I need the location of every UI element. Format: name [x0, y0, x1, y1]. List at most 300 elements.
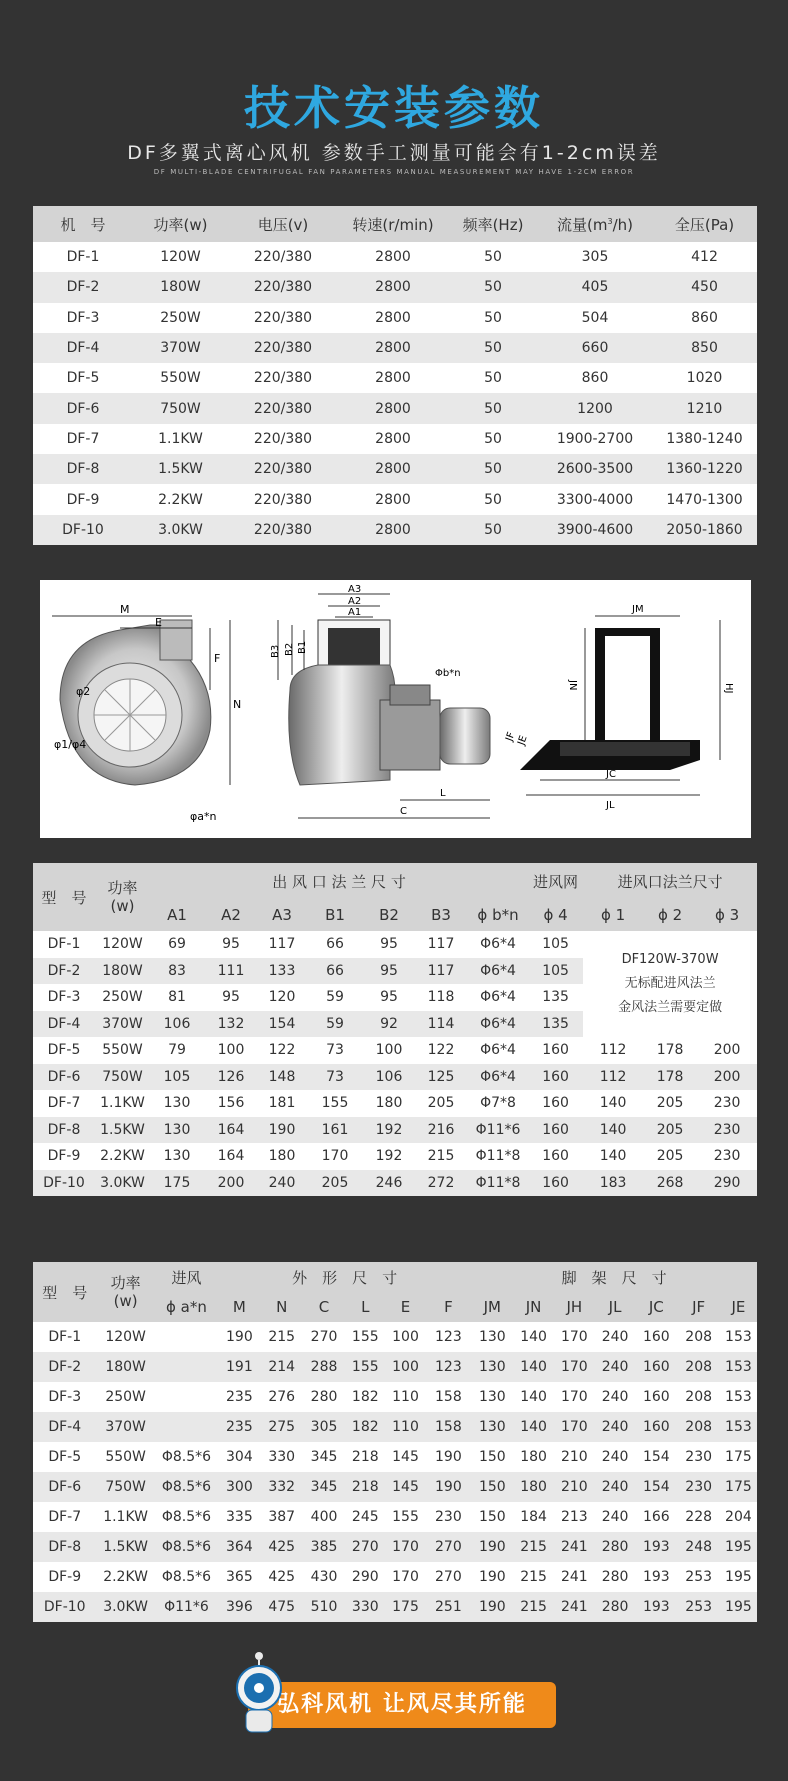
table-row — [33, 1322, 757, 1352]
table-cell: 1.5KW — [158, 461, 203, 478]
table-cell: Φ8.5*6 — [161, 1569, 212, 1585]
table-cell: 208 — [685, 1359, 713, 1375]
page-subtitle: DF多翼式离心风机 参数手工测量可能会有1-2cm误差 — [127, 142, 661, 164]
table-cell: 123 — [435, 1359, 462, 1375]
table-cell: 135 — [542, 1015, 569, 1032]
table-cell: 175 — [392, 1599, 419, 1615]
table-cell: 112 — [599, 1068, 627, 1085]
table-cell: DF-3 — [48, 1389, 82, 1405]
table-cell: 133 — [268, 962, 296, 979]
table-cell: 181 — [268, 1095, 296, 1112]
table-cell: 288 — [310, 1359, 338, 1375]
t3-subheader-cell: E — [400, 1298, 411, 1316]
table-cell: 158 — [435, 1389, 462, 1405]
table-cell: 73 — [326, 1068, 344, 1085]
table-cell: 205 — [656, 1121, 684, 1138]
table-cell: 180W — [105, 1359, 146, 1375]
table-cell: 241 — [560, 1569, 588, 1585]
table-cell: Φ8.5*6 — [161, 1509, 212, 1525]
header-power: 功率(w) — [153, 215, 208, 234]
table-cell: 550W — [102, 1042, 143, 1059]
table-cell: 50 — [484, 461, 502, 478]
table-cell: 170 — [392, 1569, 419, 1585]
brand-slogan-banner: 弘科风机 让风尽其所能 — [248, 1682, 556, 1728]
header-model: 机 号 — [60, 215, 106, 234]
table-cell: 140 — [599, 1148, 627, 1165]
table-cell: 850 — [691, 340, 718, 357]
table-cell: 205 — [427, 1095, 455, 1112]
table-cell: 220/380 — [253, 279, 313, 296]
page-title: 技术安装参数 — [244, 81, 544, 135]
table-cell: 412 — [691, 249, 718, 266]
table-cell: 396 — [226, 1599, 253, 1615]
t2-subheader-cell: B2 — [379, 906, 399, 924]
label-a1: A1 — [348, 607, 362, 618]
table-cell: DF-2 — [47, 962, 81, 979]
table-cell: 120 — [268, 989, 296, 1006]
table-cell: 215 — [520, 1539, 547, 1555]
table-cell: Φ11*6 — [475, 1121, 521, 1138]
table-cell: 345 — [310, 1449, 338, 1465]
table-cell: 66 — [326, 962, 344, 979]
table-cell: 130 — [478, 1389, 506, 1405]
label-f: F — [214, 652, 221, 665]
table-cell: 660 — [581, 340, 609, 357]
label-e: E — [155, 616, 162, 629]
table-cell: 69 — [168, 936, 186, 953]
fan-side-view — [52, 603, 241, 823]
table-cell: 190 — [226, 1329, 253, 1345]
table-cell: Φ8.5*6 — [161, 1539, 212, 1555]
label-b1: B1 — [297, 640, 308, 654]
table-cell: 250W — [102, 989, 143, 1006]
t3-header-inlet: 进风 — [171, 1268, 202, 1287]
table-cell: DF-3 — [66, 309, 100, 326]
table-cell: 180W — [102, 962, 143, 979]
table-cell: DF-4 — [47, 1015, 81, 1032]
table-cell: 220/380 — [253, 249, 313, 266]
table-cell: 130 — [163, 1148, 191, 1165]
table-cell: 220/380 — [253, 370, 313, 387]
table-cell: 117 — [268, 936, 296, 953]
table-row — [33, 1352, 757, 1382]
table-cell: Φ11*8 — [475, 1148, 521, 1165]
table-cell: 205 — [656, 1148, 684, 1165]
table-cell: Φ7*8 — [480, 1095, 516, 1112]
t3-subheader-cell: JN — [525, 1298, 542, 1316]
table-cell: 270 — [310, 1329, 338, 1345]
table-row — [33, 1037, 757, 1064]
table-cell: 73 — [326, 1042, 344, 1059]
table-cell: 270 — [351, 1539, 379, 1555]
table-cell: 2800 — [375, 249, 411, 266]
table-cell: 245 — [351, 1509, 379, 1525]
table-row — [33, 1442, 757, 1472]
label-jc: JC — [606, 769, 616, 780]
table-cell: 2800 — [375, 309, 411, 326]
table-cell: 240 — [601, 1329, 629, 1345]
table-cell: 130 — [163, 1121, 191, 1138]
table-cell: 240 — [601, 1389, 629, 1405]
table-cell: 290 — [351, 1569, 379, 1585]
table-cell: DF-1 — [47, 936, 81, 953]
table-cell: DF-1 — [66, 249, 100, 266]
t3-header-shape: 外 形 尺 寸 — [292, 1268, 398, 1287]
table-cell: 2.2KW — [103, 1569, 148, 1585]
table-cell: 59 — [326, 1015, 344, 1032]
table-cell: 1470-1300 — [666, 491, 743, 508]
table-cell: 160 — [542, 1095, 569, 1112]
table-row — [33, 424, 757, 454]
dimension-diagram — [40, 580, 751, 838]
t3-subheader-cell: JM — [483, 1298, 501, 1316]
table-cell: 50 — [484, 521, 502, 538]
table-cell: DF-4 — [48, 1419, 82, 1435]
table-cell: 140 — [520, 1359, 547, 1375]
t2-header-model: 型 号 — [41, 888, 87, 907]
inlet-flange-note — [583, 931, 757, 1037]
table-cell: 425 — [268, 1569, 296, 1585]
table-cell: 200 — [217, 1174, 245, 1191]
table-cell: 250W — [105, 1389, 146, 1405]
table-cell: 160 — [542, 1174, 569, 1191]
table-cell: 140 — [520, 1389, 547, 1405]
table-cell: 145 — [392, 1479, 419, 1495]
table-cell: 220/380 — [253, 309, 313, 326]
table-cell: DF-6 — [66, 400, 100, 417]
table-cell: 280 — [601, 1539, 629, 1555]
table-cell: 475 — [268, 1599, 296, 1615]
table-row — [33, 303, 757, 333]
table-cell: 160 — [542, 1042, 569, 1059]
table-cell: 160 — [542, 1148, 569, 1165]
table-cell: 2800 — [375, 279, 411, 296]
table-cell: 126 — [217, 1068, 245, 1085]
table-cell: Φ8.5*6 — [161, 1479, 212, 1495]
t3-subheader-cell: JF — [692, 1298, 706, 1316]
table-cell: 305 — [310, 1419, 338, 1435]
table-cell: 155 — [392, 1509, 419, 1525]
label-m: M — [120, 603, 130, 616]
table-cell: 235 — [226, 1419, 253, 1435]
table-cell: 117 — [427, 962, 455, 979]
table-row — [33, 1592, 757, 1622]
table-row — [33, 1170, 757, 1197]
table-row — [33, 931, 757, 958]
table-cell: 95 — [380, 989, 398, 1006]
table-cell: 180 — [520, 1479, 547, 1495]
t2-subheader-cell: ϕ b*n — [477, 906, 519, 924]
label-phi-an: φa*n — [190, 810, 217, 823]
table-cell: DF-10 — [62, 521, 104, 538]
table-cell: DF-9 — [66, 491, 100, 508]
table-cell: 430 — [310, 1569, 338, 1585]
t2-header-power: 功率 (w) — [107, 879, 138, 915]
table-cell: 170 — [560, 1389, 588, 1405]
table-cell: 183 — [599, 1174, 627, 1191]
table-cell: 130 — [478, 1419, 506, 1435]
table-cell: 275 — [268, 1419, 296, 1435]
label-c: C — [400, 806, 407, 817]
table-cell: Φ8.5*6 — [161, 1449, 212, 1465]
table-cell: 2800 — [375, 521, 411, 538]
table-cell: 50 — [484, 309, 502, 326]
table-cell: 132 — [217, 1015, 245, 1032]
table-cell: 154 — [642, 1449, 670, 1465]
label-a3: A3 — [348, 584, 362, 595]
table-cell — [155, 1412, 219, 1442]
table-cell: 106 — [163, 1015, 191, 1032]
t2-header-inlet: 进风口法兰尺寸 — [617, 872, 723, 891]
table-cell: 510 — [310, 1599, 338, 1615]
table-cell: 122 — [427, 1042, 455, 1059]
table-cell: 200 — [713, 1068, 741, 1085]
table-cell: 240 — [601, 1419, 629, 1435]
table-cell: 145 — [392, 1449, 419, 1465]
table-cell: 1200 — [577, 400, 613, 417]
table-cell: DF-6 — [48, 1479, 82, 1495]
table-cell: 330 — [351, 1599, 379, 1615]
table-cell: 2800 — [375, 370, 411, 387]
table-cell: 550W — [105, 1449, 146, 1465]
table-cell: 210 — [560, 1449, 588, 1465]
table-cell: 241 — [560, 1539, 588, 1555]
table-row — [33, 484, 757, 514]
table-cell: Φ6*4 — [480, 936, 516, 953]
table-cell: 150 — [478, 1449, 506, 1465]
t2-subheader-cell: ϕ 1 — [600, 906, 626, 924]
table-cell: 220/380 — [253, 340, 313, 357]
table-row — [33, 1562, 757, 1592]
t3-subheader-cell: C — [318, 1298, 330, 1316]
t3-subheader-cell: JC — [648, 1298, 664, 1316]
table-cell: 66 — [326, 936, 344, 953]
table-cell: DF-5 — [66, 370, 100, 387]
table-cell: 280 — [601, 1569, 629, 1585]
table-cell: 178 — [656, 1068, 684, 1085]
table-cell: 3.0KW — [158, 521, 203, 538]
table-cell: 345 — [310, 1479, 338, 1495]
label-jn: JN — [567, 680, 578, 691]
table-cell: 130 — [163, 1095, 191, 1112]
table-cell: 1.1KW — [100, 1095, 145, 1112]
label-l: L — [440, 788, 446, 799]
table-cell: 100 — [217, 1042, 245, 1059]
note-line: DF120W-370W — [621, 952, 719, 967]
t3-subheader-cell: N — [276, 1298, 288, 1316]
table-cell: 230 — [685, 1479, 713, 1495]
table-cell: 400 — [310, 1509, 338, 1525]
table-cell: 218 — [351, 1449, 379, 1465]
table-cell: 192 — [375, 1121, 403, 1138]
table-row — [33, 333, 757, 363]
table-cell: 270 — [435, 1539, 462, 1555]
table-cell: 170 — [392, 1539, 419, 1555]
table-cell: 2800 — [375, 491, 411, 508]
table-cell: 110 — [392, 1389, 419, 1405]
table-cell: 230 — [713, 1121, 741, 1138]
t2-subheader-cell: B1 — [325, 906, 345, 924]
t3-header-model: 型 号 — [42, 1283, 88, 1302]
table-cell: 253 — [685, 1569, 713, 1585]
table-cell: 95 — [380, 936, 398, 953]
t3-header-frame: 脚 架 尺 寸 — [561, 1268, 667, 1287]
t2-subheader-cell: ϕ 3 — [714, 906, 740, 924]
label-phi2: φ2 — [76, 685, 91, 698]
table-cell: 364 — [226, 1539, 253, 1555]
t3-subheader-cell: JE — [731, 1298, 746, 1316]
table-cell: 156 — [217, 1095, 245, 1112]
table-cell: 192 — [375, 1148, 403, 1165]
table-cell: 2.2KW — [158, 491, 203, 508]
table-cell: 79 — [168, 1042, 186, 1059]
table-cell: 450 — [691, 279, 718, 296]
table-cell: 335 — [226, 1509, 253, 1525]
t3-subheader-cell: L — [361, 1298, 370, 1316]
t3-subheader-cell: M — [232, 1298, 246, 1316]
table-cell: 155 — [351, 1329, 379, 1345]
table-cell: 118 — [427, 989, 455, 1006]
table-header-row — [33, 206, 757, 242]
table-row — [33, 1472, 757, 1502]
table-cell: 154 — [642, 1479, 670, 1495]
table-cell: 114 — [427, 1015, 455, 1032]
table-cell: 387 — [268, 1509, 296, 1525]
table-cell: 1.5KW — [103, 1539, 148, 1555]
table-cell: 106 — [375, 1068, 403, 1085]
table-cell: DF-6 — [47, 1068, 81, 1085]
table-cell: 300 — [226, 1479, 253, 1495]
table-cell: 100 — [392, 1329, 419, 1345]
table-cell: DF-5 — [47, 1042, 81, 1059]
table-cell: 140 — [520, 1419, 547, 1435]
table-cell: 332 — [268, 1479, 296, 1495]
header-flow: 流量$(m^3/h)$ — [557, 215, 633, 234]
table-cell: 213 — [560, 1509, 588, 1525]
table-cell: 241 — [560, 1599, 588, 1615]
table-row — [33, 1090, 757, 1117]
table-cell: 135 — [542, 989, 569, 1006]
table-cell: 280 — [310, 1389, 338, 1405]
table-cell: Φ11*8 — [475, 1174, 521, 1191]
table-cell: 50 — [484, 279, 502, 296]
table-cell: 220/380 — [253, 461, 313, 478]
table-row — [33, 242, 757, 272]
table-row — [33, 363, 757, 393]
table-cell: 153 — [725, 1359, 752, 1375]
table-cell: 100 — [392, 1359, 419, 1375]
table-cell — [155, 1382, 219, 1412]
table2-header-row — [33, 863, 757, 899]
table-cell: 2800 — [375, 340, 411, 357]
page-subtitle-english: DF MULTI-BLADE CENTRIFUGAL FAN PARAMETERS MANUAL MEASUREMENT MAY HAVE 1-2CM ERROR — [153, 168, 635, 176]
table-cell: DF-10 — [43, 1599, 86, 1615]
table-cell: DF-2 — [48, 1359, 82, 1375]
table-cell: DF-5 — [48, 1449, 82, 1465]
table-cell: 120W — [160, 249, 201, 266]
table-cell: 193 — [642, 1539, 670, 1555]
table-cell: 95 — [222, 989, 240, 1006]
table-cell: 1020 — [686, 370, 723, 387]
label-phi-bn: Φb*n — [435, 668, 461, 679]
table-row — [33, 1064, 757, 1091]
table-cell: DF-7 — [66, 430, 100, 447]
table-cell: 120W — [105, 1329, 146, 1345]
table-cell: 3300-4000 — [556, 491, 634, 508]
table-cell: 2800 — [375, 461, 411, 478]
table-cell: 50 — [484, 491, 502, 508]
table-row — [33, 393, 757, 423]
table-cell: 246 — [375, 1174, 403, 1191]
table-cell: Φ6*4 — [480, 962, 516, 979]
table-cell: 112 — [599, 1042, 627, 1059]
table-cell: 370W — [105, 1419, 146, 1435]
table-cell: 240 — [268, 1174, 296, 1191]
table-cell: 150 — [478, 1509, 506, 1525]
table-cell: 230 — [713, 1148, 741, 1165]
table-row — [33, 1117, 757, 1144]
table-row — [33, 1532, 757, 1562]
mascot-icon — [228, 1648, 290, 1740]
table-cell: 140 — [520, 1329, 547, 1345]
table-cell: 220/380 — [253, 400, 313, 417]
table-cell: 190 — [435, 1449, 462, 1465]
table-cell: 504 — [581, 309, 609, 326]
header-frequency: 频率(Hz) — [462, 215, 524, 234]
table-cell: 170 — [321, 1148, 349, 1165]
table-cell: 130 — [478, 1329, 506, 1345]
table-cell: 182 — [351, 1419, 379, 1435]
table-cell: 184 — [520, 1509, 547, 1525]
table-cell: 2800 — [375, 430, 411, 447]
table-cell: 1.5KW — [100, 1121, 145, 1138]
table-cell: 190 — [268, 1121, 296, 1138]
table-cell: 1.1KW — [158, 430, 203, 447]
table-cell: 240 — [601, 1359, 629, 1375]
table-cell: 365 — [226, 1569, 253, 1585]
table-cell: 425 — [268, 1539, 296, 1555]
table-cell — [155, 1352, 219, 1382]
table-cell: 230 — [713, 1095, 741, 1112]
table-cell: DF-7 — [48, 1509, 82, 1525]
table-cell: DF-10 — [43, 1174, 85, 1191]
header-voltage: 电压(v) — [257, 215, 309, 234]
table-cell: 190 — [435, 1479, 462, 1495]
table-cell: 160 — [642, 1359, 670, 1375]
shape-frame-table — [33, 1262, 757, 1622]
table-cell: 50 — [484, 430, 502, 447]
table-cell: 190 — [478, 1569, 506, 1585]
table-cell: 1900-2700 — [556, 430, 634, 447]
table-cell: Φ6*4 — [480, 989, 516, 1006]
t3-subheader-cell: JL — [608, 1298, 622, 1316]
table-cell: DF-3 — [47, 989, 81, 1006]
table-cell — [155, 1322, 219, 1352]
table-cell: 208 — [685, 1329, 713, 1345]
table-cell: 1.1KW — [103, 1509, 148, 1525]
table-cell: DF-7 — [47, 1095, 81, 1112]
table-cell: 268 — [656, 1174, 684, 1191]
table-cell: 240 — [601, 1479, 629, 1495]
table-cell: Φ6*4 — [480, 1068, 516, 1085]
note-line: 金风法兰需要定做 — [618, 1000, 723, 1015]
table-cell: 153 — [725, 1419, 752, 1435]
table-cell: 230 — [685, 1449, 713, 1465]
table-cell: 280 — [601, 1599, 629, 1615]
table-cell: 111 — [217, 962, 245, 979]
table-cell: 220/380 — [253, 521, 313, 538]
table-cell: 50 — [484, 249, 502, 266]
